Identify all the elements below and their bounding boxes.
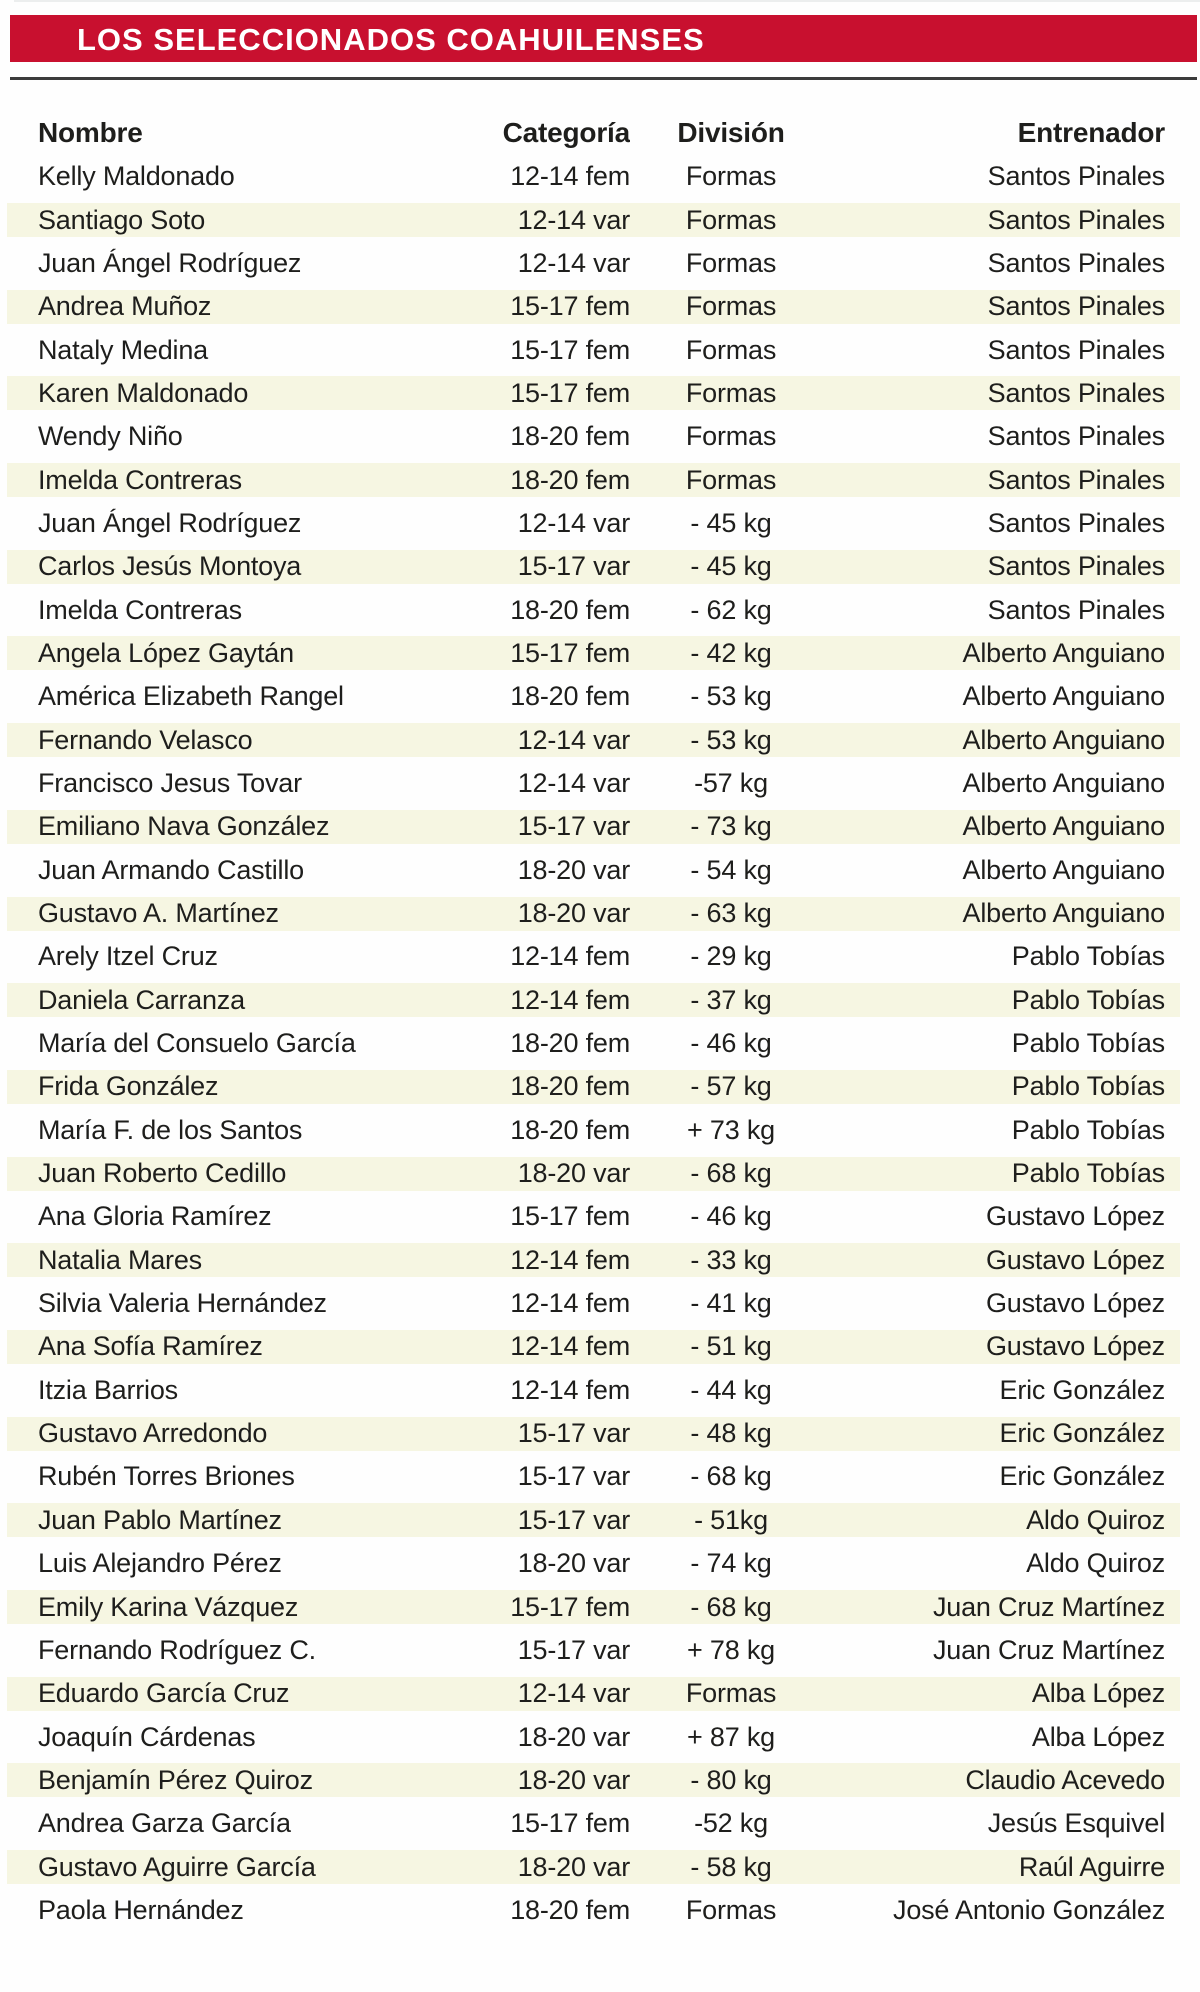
cell-categoria: 18-20 var: [517, 1548, 630, 1579]
table-row: [0, 1629, 1200, 1672]
cell-nombre: Natalia Mares: [38, 1244, 202, 1275]
cell-categoria: 12-14 fem: [510, 941, 630, 972]
cell-division: - 74 kg: [690, 1548, 772, 1579]
table-header-row: [0, 111, 1200, 155]
column-header-nombre: Nombre: [38, 117, 143, 148]
cell-categoria: 18-20 var: [517, 854, 630, 885]
cell-division: - 51 kg: [690, 1331, 772, 1362]
cell-division: - 48 kg: [690, 1418, 772, 1449]
cell-nombre: Arely Itzel Cruz: [38, 941, 218, 972]
cell-categoria: 18-20 fem: [510, 1894, 630, 1925]
table-row: [0, 1152, 1200, 1195]
cell-nombre: Nataly Medina: [38, 334, 208, 365]
table-row: [0, 1672, 1200, 1715]
cell-nombre: Imelda Contreras: [38, 464, 242, 495]
cell-nombre: Itzia Barrios: [38, 1374, 178, 1405]
table-row: [0, 935, 1200, 978]
cell-entrenador: Eric González: [999, 1461, 1165, 1492]
cell-categoria: 15-17 fem: [510, 291, 630, 322]
cell-nombre: Gustavo Arredondo: [38, 1418, 268, 1449]
cell-division: - 80 kg: [690, 1764, 772, 1795]
cell-categoria: 12-14 var: [517, 724, 630, 755]
table-row: [0, 1325, 1200, 1368]
cell-nombre: Angela López Gaytán: [38, 637, 294, 668]
cell-entrenador: Pablo Tobías: [1011, 1028, 1165, 1059]
cell-categoria: 12-14 var: [517, 507, 630, 538]
cell-categoria: 18-20 fem: [510, 594, 630, 625]
table-row: [0, 242, 1200, 285]
table-row: [0, 198, 1200, 241]
table-row: [0, 675, 1200, 718]
cell-nombre: María F. de los Santos: [38, 1114, 303, 1145]
cell-entrenador: Santos Pinales: [987, 551, 1165, 582]
cell-entrenador: Pablo Tobías: [1011, 941, 1165, 972]
cell-categoria: 15-17 var: [517, 1634, 630, 1665]
cell-entrenador: Aldo Quiroz: [1026, 1548, 1165, 1579]
cell-nombre: Daniela Carranza: [38, 984, 245, 1015]
table-row: [0, 155, 1200, 198]
cell-categoria: 15-17 fem: [510, 377, 630, 408]
cell-nombre: Ana Gloria Ramírez: [38, 1201, 272, 1232]
cell-division: - 44 kg: [690, 1374, 772, 1405]
cell-division: - 41 kg: [690, 1288, 772, 1319]
cell-entrenador: Juan Cruz Martínez: [933, 1591, 1165, 1622]
cell-division: - 68 kg: [690, 1158, 772, 1189]
cell-division: + 87 kg: [687, 1721, 775, 1752]
cell-nombre: América Elizabeth Rangel: [38, 681, 344, 712]
cell-entrenador: Alberto Anguiano: [962, 767, 1165, 798]
table-row: [0, 1585, 1200, 1628]
cell-nombre: Gustavo Aguirre García: [38, 1851, 316, 1882]
cell-entrenador: Pablo Tobías: [1011, 1071, 1165, 1102]
cell-nombre: Santiago Soto: [38, 204, 206, 235]
selection-table: [0, 111, 1200, 1932]
cell-entrenador: Pablo Tobías: [1011, 984, 1165, 1015]
cell-entrenador: Santos Pinales: [987, 161, 1165, 192]
cell-nombre: Rubén Torres Briones: [38, 1461, 295, 1492]
cell-categoria: 18-20 fem: [510, 421, 630, 452]
cell-nombre: Joaquín Cárdenas: [38, 1721, 256, 1752]
table-row: [0, 1499, 1200, 1542]
table-row: [0, 1845, 1200, 1888]
cell-nombre: María del Consuelo García: [38, 1028, 356, 1059]
cell-nombre: Fernando Velasco: [38, 724, 253, 755]
top-hairline: [14, 0, 1200, 2]
cell-nombre: Karen Maldonado: [38, 377, 249, 408]
cell-entrenador: Santos Pinales: [987, 594, 1165, 625]
table-row: [0, 1195, 1200, 1238]
cell-division: Formas: [685, 1678, 777, 1709]
cell-division: - 37 kg: [690, 984, 772, 1015]
cell-categoria: 15-17 var: [517, 1461, 630, 1492]
cell-categoria: 12-14 var: [517, 1678, 630, 1709]
cell-categoria: 12-14 fem: [510, 1331, 630, 1362]
cell-division: - 45 kg: [690, 551, 772, 582]
table-row: [0, 979, 1200, 1022]
table-row: [0, 1759, 1200, 1802]
cell-nombre: Emiliano Nava González: [38, 811, 330, 842]
table-row: [0, 1022, 1200, 1065]
cell-entrenador: Santos Pinales: [987, 291, 1165, 322]
cell-entrenador: Santos Pinales: [987, 377, 1165, 408]
cell-entrenador: Alberto Anguiano: [962, 724, 1165, 755]
cell-entrenador: Alberto Anguiano: [962, 681, 1165, 712]
cell-categoria: 15-17 var: [517, 551, 630, 582]
cell-entrenador: Alba López: [1031, 1678, 1165, 1709]
cell-categoria: 12-14 fem: [510, 1244, 630, 1275]
cell-entrenador: José Antonio González: [893, 1894, 1165, 1925]
cell-division: - 58 kg: [690, 1851, 772, 1882]
cell-categoria: 15-17 var: [517, 1418, 630, 1449]
cell-categoria: 18-20 fem: [510, 1114, 630, 1145]
cell-entrenador: Alberto Anguiano: [962, 637, 1165, 668]
table-row: [0, 892, 1200, 935]
cell-entrenador: Santos Pinales: [987, 464, 1165, 495]
cell-division: - 46 kg: [690, 1201, 772, 1232]
cell-division: - 68 kg: [690, 1591, 772, 1622]
cell-division: - 51kg: [694, 1504, 768, 1535]
cell-entrenador: Santos Pinales: [987, 247, 1165, 278]
table-row: [0, 632, 1200, 675]
cell-categoria: 18-20 fem: [510, 1071, 630, 1102]
table-row: [0, 1109, 1200, 1152]
cell-categoria: 12-14 var: [517, 247, 630, 278]
cell-division: + 73 kg: [687, 1114, 775, 1145]
cell-categoria: 12-14 fem: [510, 1374, 630, 1405]
cell-division: Formas: [685, 161, 777, 192]
cell-division: - 33 kg: [690, 1244, 772, 1275]
cell-nombre: Luis Alejandro Pérez: [38, 1548, 282, 1579]
table-row: [0, 1412, 1200, 1455]
cell-categoria: 15-17 fem: [510, 334, 630, 365]
cell-nombre: Andrea Muñoz: [38, 291, 212, 322]
cell-entrenador: Aldo Quiroz: [1026, 1504, 1165, 1535]
cell-categoria: 12-14 var: [517, 767, 630, 798]
cell-categoria: 12-14 var: [517, 204, 630, 235]
cell-categoria: 18-20 var: [517, 1721, 630, 1752]
cell-categoria: 15-17 fem: [510, 1808, 630, 1839]
cell-nombre: Emily Karina Vázquez: [38, 1591, 299, 1622]
cell-nombre: Imelda Contreras: [38, 594, 242, 625]
cell-nombre: Andrea Garza García: [38, 1808, 291, 1839]
cell-categoria: 18-20 var: [517, 1764, 630, 1795]
cell-entrenador: Santos Pinales: [987, 507, 1165, 538]
cell-entrenador: Eric González: [999, 1418, 1165, 1449]
cell-entrenador: Jesús Esquivel: [987, 1808, 1165, 1839]
cell-categoria: 18-20 var: [517, 1851, 630, 1882]
cell-entrenador: Alberto Anguiano: [962, 898, 1165, 929]
cell-categoria: 15-17 var: [517, 811, 630, 842]
cell-nombre: Juan Ángel Rodríguez: [38, 247, 302, 278]
table-row: [0, 588, 1200, 631]
cell-nombre: Wendy Niño: [38, 421, 183, 452]
table-row: [0, 545, 1200, 588]
cell-division: - 68 kg: [690, 1461, 772, 1492]
table-row: [0, 502, 1200, 545]
cell-entrenador: Gustavo López: [985, 1331, 1165, 1362]
cell-division: - 53 kg: [690, 681, 772, 712]
header-rule: [10, 77, 1197, 80]
cell-nombre: Benjamín Pérez Quiroz: [38, 1764, 313, 1795]
cell-categoria: 12-14 fem: [510, 161, 630, 192]
table-row: [0, 372, 1200, 415]
table-row: [0, 718, 1200, 761]
cell-categoria: 18-20 fem: [510, 1028, 630, 1059]
table-row: [0, 849, 1200, 892]
table-row: [0, 762, 1200, 805]
cell-division: + 78 kg: [687, 1634, 775, 1665]
cell-entrenador: Alberto Anguiano: [962, 854, 1165, 885]
cell-division: - 29 kg: [690, 941, 772, 972]
column-header-categoria: Categoría: [502, 117, 630, 148]
table-row: [0, 1455, 1200, 1498]
cell-entrenador: Claudio Acevedo: [965, 1764, 1165, 1795]
cell-categoria: 18-20 fem: [510, 681, 630, 712]
cell-nombre: Ana Sofía Ramírez: [38, 1331, 263, 1362]
cell-division: - 57 kg: [690, 1071, 772, 1102]
cell-categoria: 18-20 fem: [510, 464, 630, 495]
cell-nombre: Juan Roberto Cedillo: [38, 1158, 287, 1189]
cell-nombre: Paola Hernández: [38, 1894, 244, 1925]
cell-division: Formas: [685, 377, 777, 408]
cell-division: Formas: [685, 334, 777, 365]
cell-categoria: 15-17 var: [517, 1504, 630, 1535]
cell-division: - 63 kg: [690, 898, 772, 929]
cell-categoria: 18-20 var: [517, 1158, 630, 1189]
cell-entrenador: Gustavo López: [985, 1201, 1165, 1232]
cell-nombre: Francisco Jesus Tovar: [38, 767, 302, 798]
cell-categoria: 15-17 fem: [510, 637, 630, 668]
cell-categoria: 12-14 fem: [510, 1288, 630, 1319]
table-row: [0, 1239, 1200, 1282]
cell-entrenador: Pablo Tobías: [1011, 1114, 1165, 1145]
cell-division: Formas: [685, 464, 777, 495]
table-row: [0, 1282, 1200, 1325]
table-body: [0, 155, 1200, 1932]
cell-division: Formas: [685, 421, 777, 452]
table-row: [0, 1065, 1200, 1108]
cell-entrenador: Alba López: [1031, 1721, 1165, 1752]
table-row: [0, 805, 1200, 848]
cell-entrenador: Gustavo López: [985, 1244, 1165, 1275]
cell-division: - 54 kg: [690, 854, 772, 885]
cell-nombre: Fernando Rodríguez C.: [38, 1634, 316, 1665]
cell-division: - 46 kg: [690, 1028, 772, 1059]
cell-entrenador: Santos Pinales: [987, 334, 1165, 365]
table-row: [0, 1715, 1200, 1758]
cell-nombre: Kelly Maldonado: [38, 161, 235, 192]
cell-division: -52 kg: [694, 1808, 768, 1839]
cell-division: - 42 kg: [690, 637, 772, 668]
cell-division: - 53 kg: [690, 724, 772, 755]
table-row: [0, 1369, 1200, 1412]
cell-entrenador: Alberto Anguiano: [962, 811, 1165, 842]
cell-division: Formas: [685, 204, 777, 235]
cell-nombre: Silvia Valeria Hernández: [38, 1288, 327, 1319]
cell-nombre: Frida González: [38, 1071, 219, 1102]
cell-division: Formas: [685, 247, 777, 278]
table-row: [0, 415, 1200, 458]
cell-entrenador: Santos Pinales: [987, 421, 1165, 452]
cell-categoria: 15-17 fem: [510, 1591, 630, 1622]
cell-nombre: Carlos Jesús Montoya: [38, 551, 302, 582]
table-row: [0, 1889, 1200, 1932]
cell-division: - 62 kg: [690, 594, 772, 625]
cell-nombre: Eduardo García Cruz: [38, 1678, 290, 1709]
cell-nombre: Juan Armando Castillo: [38, 854, 304, 885]
cell-division: -57 kg: [694, 767, 768, 798]
page-title: LOS SELECCIONADOS COAHUILENSES: [77, 22, 705, 57]
table-row: [0, 458, 1200, 501]
cell-categoria: 12-14 fem: [510, 984, 630, 1015]
cell-division: Formas: [685, 291, 777, 322]
cell-entrenador: Eric González: [999, 1374, 1165, 1405]
column-header-division: División: [677, 117, 785, 148]
cell-nombre: Gustavo A. Martínez: [38, 898, 279, 929]
cell-entrenador: Raúl Aguirre: [1018, 1851, 1165, 1882]
cell-division: - 73 kg: [690, 811, 772, 842]
cell-entrenador: Juan Cruz Martínez: [933, 1634, 1165, 1665]
cell-entrenador: Pablo Tobías: [1011, 1158, 1165, 1189]
table-row: [0, 285, 1200, 328]
cell-categoria: 15-17 fem: [510, 1201, 630, 1232]
cell-categoria: 18-20 var: [517, 898, 630, 929]
cell-nombre: Juan Ángel Rodríguez: [38, 507, 302, 538]
cell-entrenador: Gustavo López: [985, 1288, 1165, 1319]
table-row: [0, 1542, 1200, 1585]
cell-nombre: Juan Pablo Martínez: [38, 1504, 282, 1535]
column-header-entrenador: Entrenador: [1017, 117, 1165, 148]
table-row: [0, 328, 1200, 371]
cell-division: Formas: [685, 1894, 777, 1925]
cell-entrenador: Santos Pinales: [987, 204, 1165, 235]
table-row: [0, 1802, 1200, 1845]
cell-division: - 45 kg: [690, 507, 772, 538]
title-bar: [10, 15, 1197, 62]
